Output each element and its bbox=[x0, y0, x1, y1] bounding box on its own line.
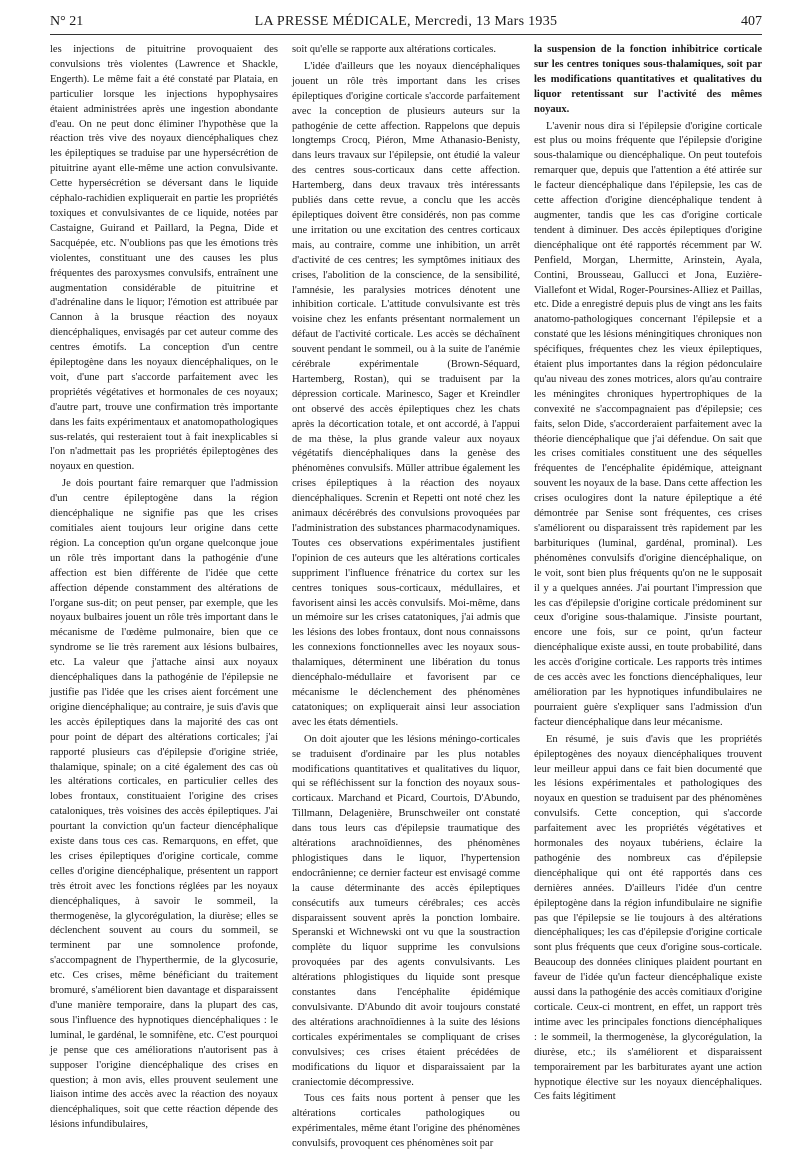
newspaper-page bbox=[50, 10, 762, 1150]
paragraph: Tous ces faits nous portent à penser que les altérations corticales pathologiques ou expérimentales, même étant l'origine des phénomènes convulsifs, provoquent ces phénomènes soit par bbox=[292, 1093, 520, 1150]
paragraph: Je dois pourtant faire remarquer que l'admission d'un centre épileptogène dans la région diencéphalique ne signifie pas que les crises comitiales aient toujours leur origine dans cette région. La conception qu'un organe quelconque joue un rôle très important dans la pathogénie d'une affection est bien différente de l'idée que cette affection dépende constamment des altérations de l'organe sus-dit; on peut penser, par exemple, que les noyaux bulbaires jouent un rôle très important dans le mécanisme de l'œdème pulmonaire, bien que ce syndrome se lie très rarement aux lésions bulbaires, etc. La valeur que j'attache ainsi aux noyaux diencéphaliques dans la pathogénie de l'épilepsie ne justifie pas l'idée que les crises aient forcément une origine diencéphalique; au contraire, je suis d'avis que les accès épileptiques dans la majorité des cas ont pour point de départ des altérations corticales; j'ai rapporté plusieurs cas d'épilepsie d'origine striée, thalamique, spinale; on a cité également des cas où les altérations corticales, en particulier celles des lobes frontaux, constituaient l'origine des crises cataloniques, très voisines des accès épileptiques. J'ai pourtant la conviction qu'un facteur diencéphalique existe dans tous ces cas. Remarquons, en effet, que les crises épileptiques d'origine corticale, comme celles d'origine diencéphalique, présentent un rapport très étroit avec les fonctions réglées par les noyaux diencéphaliques, à savoir le sommeil, la thermogenèse, la glycorégulation, la diurèse; elles se déclenchent souvent au cours du sommeil, se terminent par une somnolence profonde, s'accompagnent de l'hyperthermie, de la glycosurie, etc. Ces crises, même bénéficiant du traitement bromuré, s'améliorent bien davantage et disparaissent d'une manière temporaire, dans la plupart des cas, sous l'influence des hypnotiques diencéphaliques : le luminal, le gardénal, le somnifène, etc. C'est pourquoi je pense que ces améliorations n'autorisent pas à supposer l'origine diencéphalique des crises en question; à mon avis, elles prouvent seulement une liaison intime des accès avec la réaction des noyaux diencéphaliques, soit que cette réaction dépende des lésions infundibulaires, bbox=[50, 478, 278, 1131]
paragraph: les injections de pituitrine provoquaient des convulsions très violentes (Lawrence et Shackle, Engerth). Le même fait a été constaté par Plataia, en particulier lorsque les injections hypophysaires étaient administrées après une ingestion abondante d'eau. On ne peut donc éliminer l'hypothèse que la réaction très vive des noyaux diencéphaliques chez les épileptiques se traduise par une hypersécrétion de pituitrine ayant elle-même une action convulsivante. Cette hypersécrétion se déversant dans le liquide céphalo-rachidien expliquerait en partie les propriétés toxiques et convulsivantes de ce liquide, notées par Castaigne, Guirand et Paillard, la Pegna, Dide et Sacquépée, etc. N'oublions pas que les émotions très violentes, constituant une des causes les plus fréquentes des paroxysmes convulsifs, entraînent une augmentation considérable de pituitrine et d'adrénaline dans le liquor; l'émotion est attribuée par Cannon à la brusque réaction des noyaux diencéphaliques, envisagés par cet auteur comme des centres émotifs. La conception d'un centre épileptogène dans les noyaux diencéphaliques, on le voit, d'une part s'accorde parfaitement avec les propriétés végétatives et hormonales de ces noyaux; d'autre part, trouve une confirmation très importante dans les faits expérimentaux et anatomopathologiques sus-relatés, qui resteraient tout à fait inexplicables si l'on n'admettait pas les propriétés épileptogènes des noyaux en question. bbox=[50, 44, 278, 473]
column-right bbox=[534, 43, 762, 1103]
column-middle bbox=[292, 43, 520, 1150]
paragraph: En résumé, je suis d'avis que les propriétés épileptogènes des noyaux diencéphaliques trouvent leur meilleur appui dans ce fait bien documenté que les lésions expérimentales et pathologiques des noyaux en question se traduisent par des phénomènes convulsifs. Cette conception, qui s'accorde parfaitement avec les propriétés végétatives et hormonales des noyaux tubériens, éclaire la pathogénie des nombreux cas d'épilepsie diencéphalique qui ont été rapportés dans ces dernières années. D'ailleurs l'idée d'un centre épileptogène dans la région infundibulaire ne signifie pas que l'épilepsie se lie toujours à des altérations diencéphaliques; les cas d'épilepsie d'origine corticale sont plus fréquents que ceux d'origine sous-corticale. Beaucoup des données cliniques plaident pourtant en faveur de l'idée qu'un facteur diencéphalique existe aussi dans la pathogénie des accès comitiaux d'origine corticale. Ceux-ci montrent, en effet, un rapport très intime avec les principales fonctions diencéphaliques : le sommeil, la thermogenèse, la glycorégulation, la diurèse, etc.; ils s'améliorent et disparaissent temporairement par les barbiturates ayant une action hypnotique élective sur les noyaux diencéphaliques. Ces faits légitiment bbox=[534, 733, 762, 1103]
paragraph: la suspension de la fonction inhibitrice corticale sur les centres toniques sous-thalamiques, soit par les modifications quantitatives et qualitatives du liquor retentissant sur l'activité des mêmes noyaux. bbox=[534, 44, 762, 115]
paragraph: L'avenir nous dira si l'épilepsie d'origine corticale est plus ou moins fréquente que l'épilepsie d'origine sous-thalamique ou diencéphalique. On peut toutefois remarquer que, depuis que l'attention a été attirée sur le facteur diencéphalique dans l'épilepsie, les cas de cette affection d'origine diencéphalique tendent à augmenter, tandis que les cas d'origine corticale tendent à diminuer. Des accès épileptiques d'origine diencéphalique ont été rapportés récemment par W. Penfield, Morgan, Lhermitte, Arinstein, Ayala, Contini, Brousseau, Gallucci et Jona, Euzière-Viallefont et Widal, Roger-Poursines-Alliez et Paillas, etc. Dide a enregistré depuis plus de vingt ans les faits anatomo-pathologiques concernant l'épilepsie et a constaté que les lésions méningitiques chroniques non spécifiques, fréquentes chez les vieux épileptiques, étaient plus importantes dans la région pédonculaire qu'au niveau des zones motrices, alors qu'au contraire les méningites chroniques hypertrophiques de la convexité ne s'accompagnaient pas d'épilepsie; ces faits, selon Dide, s'accorderaient parfaitement avec la théorie diencéphalique que j'ai défendue. On sait que les crises comitiales constituent une des séquelles fréquentes de l'encéphalite épidémique, atteignant souvent les noyaux de la base. Dans cette affection les crises oculogires dont la nature épileptique a été démontrée par Senise sont fréquentes, ces crises s'améliorent ou disparaissent très rapidement par les barbituriques (luminal, gardénal, prominal). Les phénomènes convulsifs d'origine diencéphalique, on le voit, sont bien plus fréquents qu'on ne le supposait il y a quelques années. J'ai pourtant l'impression que les cas d'épilepsie d'origine corticale prédominent sur ceux d'origine sous-thalamique. J'insiste pourtant, encore une fois, sur ce point, qu'un facteur diencéphalique existe aussi, en toute probabilité, dans les accès d'origine corticale. Les rapports très intimes de ces accès avec les fonctions diencéphaliques, leur amélioration par les hypnotiques infundibulaires ne pourraient guère s'expliquer sans l'admission d'un facteur diencéphalique dans leur mécanisme. bbox=[534, 120, 762, 728]
paragraph: soit qu'elle se rapporte aux altérations corticales. bbox=[292, 44, 496, 55]
paragraph: On doit ajouter que les lésions méningo-corticales se traduisent d'ordinaire par les plus notables modifications quantitatives et qualitatives du liquor, qui se réfléchissent sur la fonction des noyaux sous-corticaux. Marchand et Picard, Courtois, D'Abundo, Tillmann, Delagenière, Brunschweiler ont constaté dans tous leurs cas d'épilepsie traumatique des altérations arachnoïdiennes, des phénomènes phlogistiques dans le liquor, l'hypertension endocrânienne; ce dernier facteur est envisagé comme la cause déterminante des accès épileptiques consécutifs aux tumeurs cérébrales; ces accès disparaissent souvent après la ponction lombaire. Speranski et Wichnewski ont vu que la soustraction complète du liquor supprime les convulsions provoquées par des agents convulsivants. Les altérations phlogistiques du liquide sont presque constantes dans l'encéphalite épidémique convulsivante. D'Abundo dit avoir toujours constaté des altérations arachnoïdiennes à la suite des lésions corticales expérimentales se compliquant de crises convulsives; ces crises étaient précédées de modifications du liquor et disparaissaient par la craniectomie décompressive. bbox=[292, 733, 520, 1088]
page-number: 407 bbox=[741, 14, 762, 29]
journal-title: LA PRESSE MÉDICALE, Mercredi, 13 Mars 1935 bbox=[254, 14, 558, 29]
issue-number: N° 21 bbox=[50, 14, 84, 29]
column-left bbox=[50, 43, 278, 1131]
article-columns bbox=[50, 43, 762, 1150]
paragraph: L'idée d'ailleurs que les noyaux diencéphaliques jouent un rôle très important dans les crises épileptiques d'origine corticale s'accorde parfaitement avec la conception de plusieurs auteurs sur la pathogénie de cette affection. Rappelons que depuis longtemps Crocq, Piéron, Mme Athanasio-Benisty, dans leurs travaux sur l'épilepsie, ont étudié la valeur des centres sous-corticaux dans cette affection. Hartemberg, dans deux travaux très intéressants publiés dans cette revue, a conclu que les accès épileptiques doivent être considérés, non pas comme une irritation ou une excitation des centres corticaux mais, au contraire, comme une inhibition, un arrêt d'activité de ces centres; les symptômes initiaux des crises, l'abolition de la conscience, de la sensibilité, l'amnésie, les paralysies motrices dénotent une inhibition corticale. L'attitude convulsivante est très voisine chez les enfants présentant normalement un défaut de l'activité corticale. Les accès se déchaînent souvent pendant le sommeil, ou à la suite de l'anémie cérébrale expérimentale (Brown-Séquard, Hartemberg, Rostan), qui se traduisent par la dépression corticale. Marinesco, Sager et Kreindler ont observé des accès épileptiques chez les chats après la décortication totale, et ont accordé, à l'appui de ma thèse, la plus grande valeur aux noyaux végétatifs diencéphaliques dans la genèse des phénomènes convulsifs. Müller attribue également les crises épileptiques à la réaction des noyaux diencéphaliques. Screnin et Repetti ont noté chez les animaux décérébrés des convulsions provoquées par l'administration des substances pharmacodynamiques. Toutes ces observations expérimentales justifient l'opinion de ces auteurs que les altérations corticales suppriment l'influence frénatrice du cortex sur les centres toniques sous-corticaux, médullaires, et favorisent ainsi les accès convulsifs. Moi-même, dans un mémoire sur les crises catatoniques, j'ai admis que les lésions des lobes frontaux, dont nous connaissons les connexions fonctionnelles avec les noyaux sous-thalamiques, déterminent une libération du tonus diencéphalo-médullaire et favorisent par ce mécanisme le déclenchement des phénomènes catatoniques; on expliquerait ainsi leur association avec les états démentiels. bbox=[292, 60, 520, 728]
page-header bbox=[50, 10, 762, 35]
